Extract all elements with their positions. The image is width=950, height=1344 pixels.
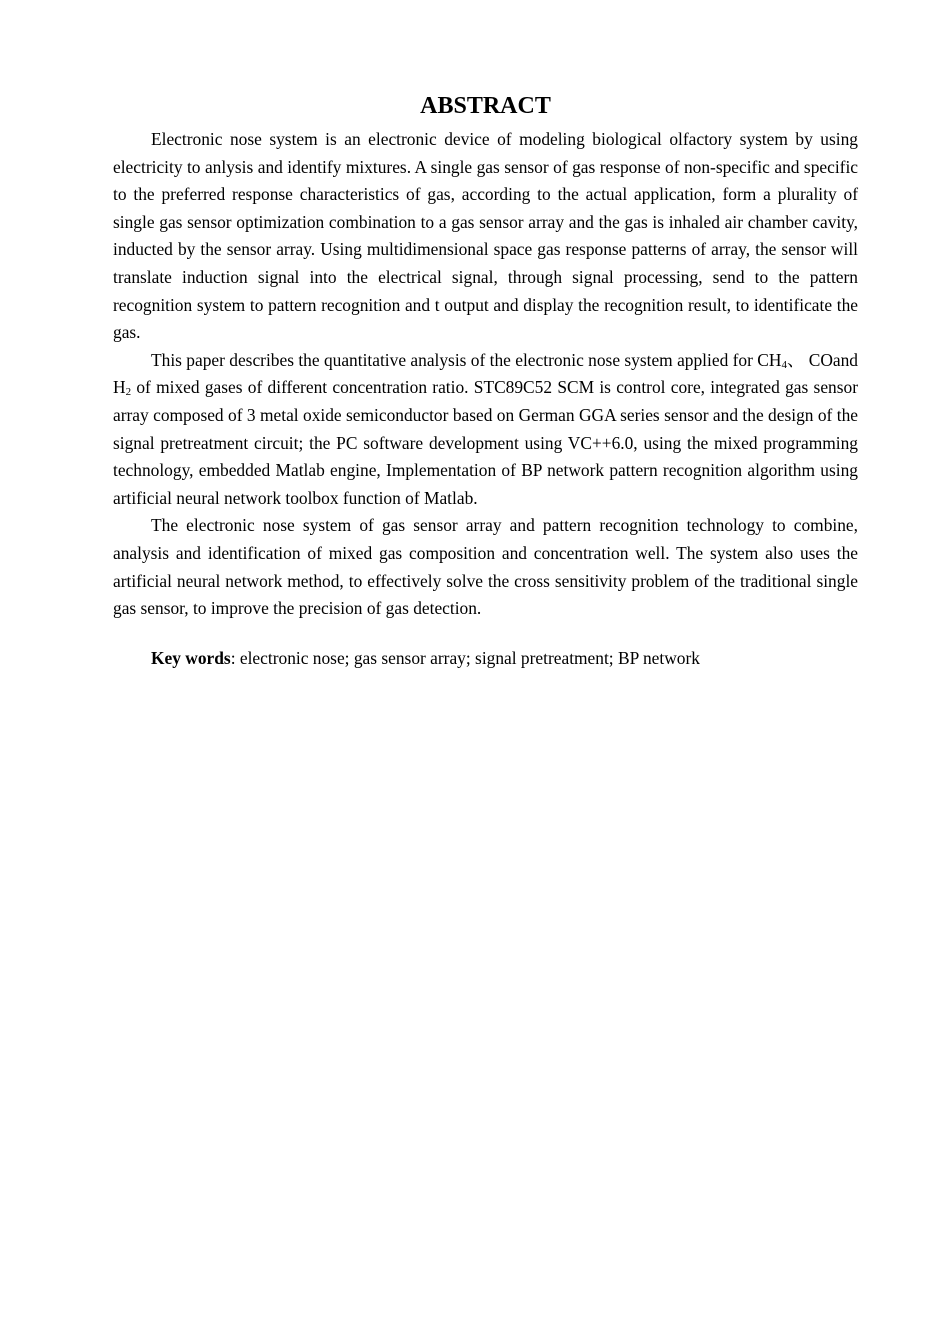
h2-subscript: 2 <box>125 386 132 399</box>
paragraph-2-rest: of mixed gases of different concentration ratio. STC89C52 SCM is control core, integrated gas sensor array composed of 3 metal oxide semiconductor based on German GGA series sensor and the design of the signal pretreatment circuit; the PC software development using VC++6.0, using the mixed programming technology, embedded Matlab engine, Implementation of BP network pattern recognition algorithm using artificial neural network toolbox function of Matlab. <box>113 377 858 508</box>
paragraph-2-separator: 、 COand H <box>113 349 858 398</box>
abstract-paragraph-3: The electronic nose system of gas sensor array and pattern recognition technology to combine, analysis and identification of mixed gas composition and concentration well. The system also uses the artificial neural network method, to effectively solve the cross sensitivity problem of the traditional single gas sensor, to improve the precision of gas detection. <box>113 515 858 619</box>
keywords-label: Key words <box>151 647 231 668</box>
keywords-text: : electronic nose; gas sensor array; signal pretreatment; BP network <box>230 647 700 668</box>
abstract-title: ABSTRACT <box>420 93 551 119</box>
keywords-line <box>113 645 858 673</box>
paragraph-2-lead: This paper describes the quantitative analysis of the electronic nose system applied for CH <box>151 349 782 370</box>
abstract-paragraph-1: Electronic nose system is an electronic device of modeling biological olfactory system by using electricity to anlysis and identify mixtures. A single gas sensor of gas response of non-specific and specific to the preferred response characteristics of gas, according to the actual application, form a plurality of single gas sensor optimization combination to a gas sensor array and the gas is inhaled air chamber cavity, inducted by the sensor array. Using multidimensional space gas response patterns of array, the sensor will translate induction signal into the electrical signal, through signal processing, send to the pattern recognition system to pattern recognition and t output and display the recognition result, to identificate the gas. <box>113 129 858 343</box>
ch4-subscript: 4 <box>781 358 787 371</box>
abstract-page <box>113 90 858 672</box>
abstract-paragraph-2 <box>113 347 858 513</box>
